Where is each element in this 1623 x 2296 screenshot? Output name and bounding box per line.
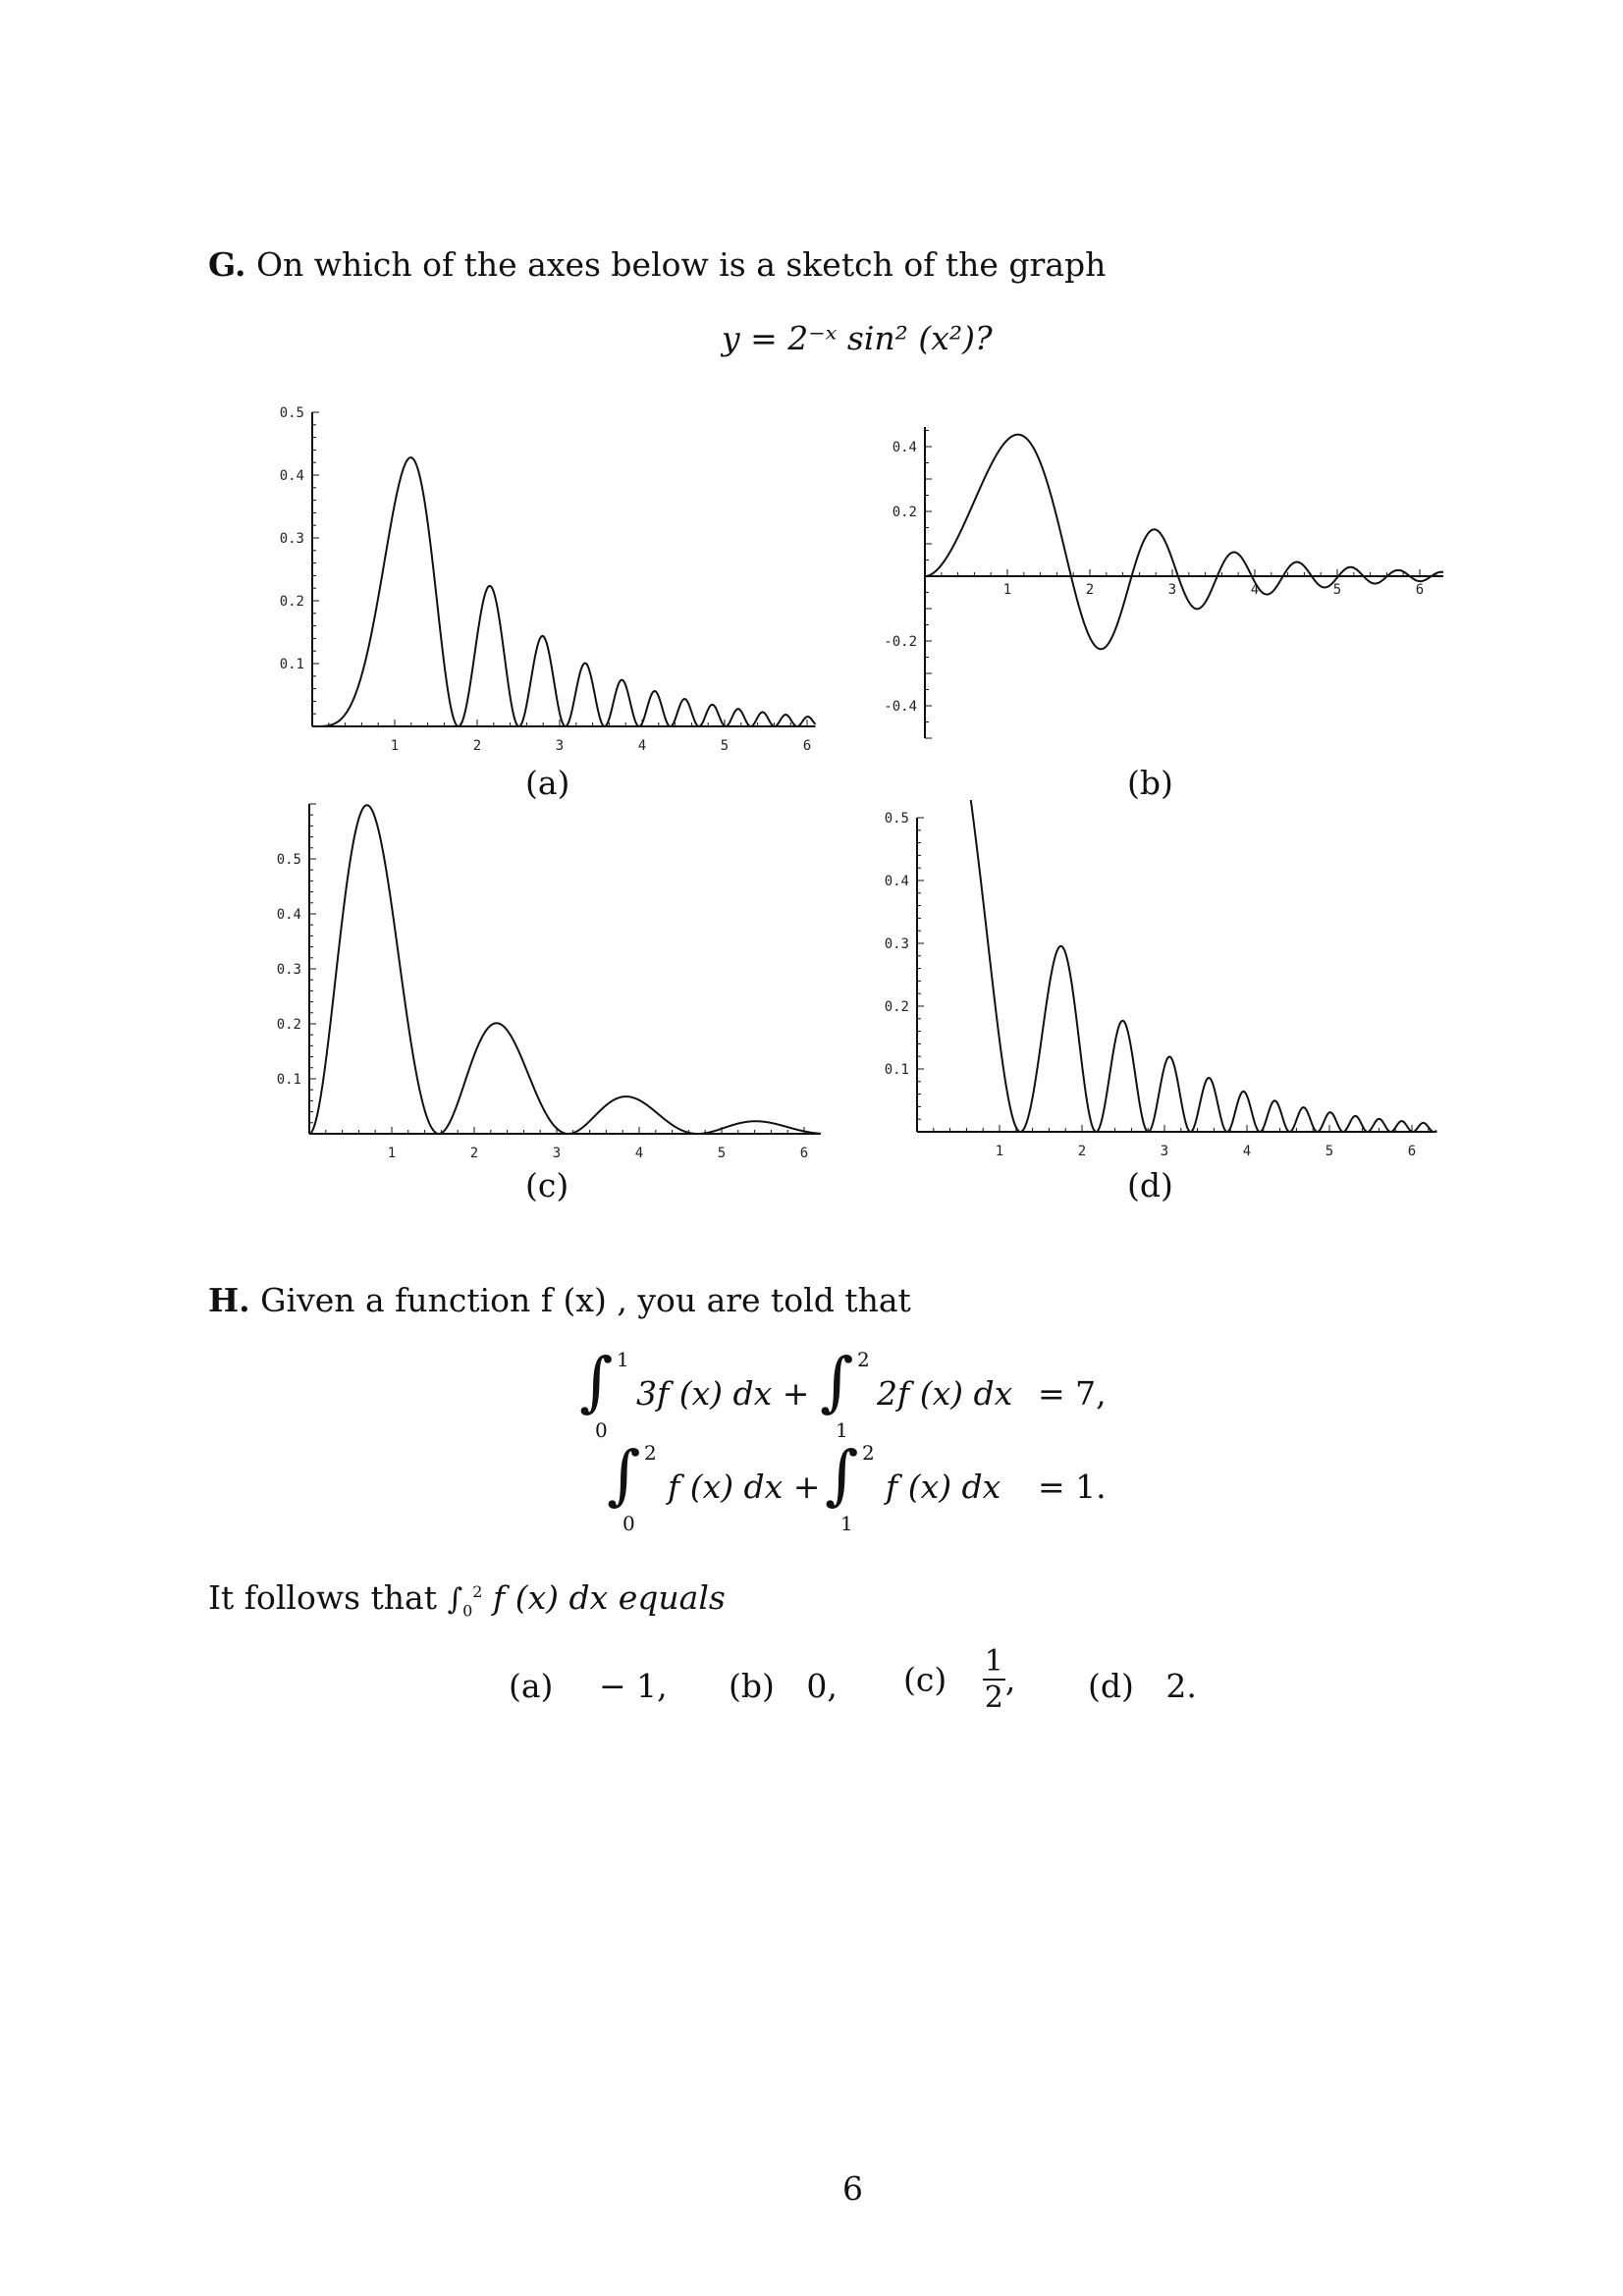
upper-limit: 2: [644, 1441, 657, 1465]
answer-c: [903, 1644, 1015, 1715]
answer-c-tail: ,: [1004, 1660, 1016, 1699]
x-tick-label: 2: [469, 1146, 479, 1161]
x-tick-label: 6: [1407, 1144, 1417, 1159]
question-h-stem: [208, 1281, 911, 1319]
eq2-term2: f (x) dx: [886, 1468, 1001, 1506]
follow-pre: It follows that: [208, 1578, 437, 1617]
y-tick-label: 0.2: [276, 1017, 301, 1033]
answer-d: [1088, 1667, 1197, 1705]
eq1-term2: 2f (x) dx: [877, 1374, 1013, 1413]
y-tick-label: 0.2: [892, 505, 917, 520]
eq1-rhs: = 7,: [1038, 1374, 1107, 1413]
page-number: 6: [842, 2169, 863, 2208]
chart-c: [241, 795, 830, 1168]
y-tick-label: 0.1: [279, 657, 304, 672]
eq1-term1: 3f (x) dx +: [636, 1374, 810, 1413]
upper-limit: 2: [862, 1441, 875, 1465]
answer-c-denominator: 2: [984, 1681, 1003, 1715]
y-tick-label: 0.4: [892, 440, 917, 455]
y-tick-label: 0.3: [279, 531, 304, 547]
x-tick-label: 6: [799, 1146, 809, 1161]
x-tick-label: 3: [1167, 582, 1177, 598]
lower-limit: 0: [622, 1512, 635, 1535]
x-tick-label: 5: [720, 738, 730, 754]
answer-a-label: (a): [509, 1667, 554, 1705]
answer-a: [509, 1667, 668, 1705]
x-tick-label: 3: [555, 738, 565, 754]
function-curve: [312, 457, 815, 726]
x-tick-label: 6: [1415, 582, 1425, 598]
y-tick-label: 0.2: [279, 594, 304, 610]
integral-sign: ∫: [607, 1437, 641, 1513]
x-tick-label: 2: [1077, 1144, 1087, 1159]
upper-limit: 2: [857, 1348, 870, 1371]
answer-a-value: − 1,: [598, 1667, 668, 1705]
question-g-equation: y = 2⁻ˣ sin² (x²)?: [722, 319, 993, 357]
y-tick-label: 0.5: [276, 852, 301, 868]
answer-d-label: (d): [1088, 1667, 1134, 1705]
x-tick-label: 2: [472, 738, 482, 754]
y-tick-label: 0.5: [279, 405, 304, 421]
answer-c-numerator: 1: [984, 1644, 1003, 1679]
x-tick-label: 1: [387, 1146, 397, 1161]
integral-sign: ∫: [825, 1437, 859, 1513]
eq2-term1: f (x) dx +: [668, 1468, 821, 1506]
y-tick-label: 0.3: [884, 936, 909, 952]
answer-b: [729, 1667, 838, 1705]
x-tick-label: 2: [1085, 582, 1095, 598]
inline-integral-sign: ∫: [447, 1582, 463, 1617]
chart-b: [854, 427, 1443, 741]
question-h-label: H.: [208, 1281, 250, 1319]
x-tick-label: 5: [1325, 1144, 1334, 1159]
answer-c-label: (c): [903, 1660, 947, 1699]
x-tick-label: 3: [552, 1146, 562, 1161]
chart-b-caption: (b): [1127, 764, 1173, 802]
x-tick-label: 5: [717, 1146, 727, 1161]
x-tick-label: 1: [1002, 582, 1012, 598]
x-tick-label: 1: [390, 738, 400, 754]
answer-b-value: 0,: [806, 1667, 838, 1705]
lower-limit: 0: [595, 1418, 608, 1442]
y-tick-label: 0.3: [276, 962, 301, 978]
x-tick-label: 1: [995, 1144, 1004, 1159]
y-tick-label: 0.4: [276, 907, 301, 923]
y-tick-label: 0.1: [276, 1072, 301, 1088]
x-tick-label: 4: [1242, 1144, 1252, 1159]
chart-d-caption: (d): [1127, 1166, 1173, 1204]
y-tick-label: 0.4: [884, 874, 909, 889]
integral-sign: ∫: [579, 1344, 614, 1419]
question-h-text: Given a function f (x) , you are told that: [260, 1281, 911, 1319]
function-curve: [917, 800, 1436, 1132]
integral-sign: ∫: [820, 1344, 854, 1419]
x-tick-label: 4: [1250, 582, 1260, 598]
answer-b-label: (b): [729, 1667, 775, 1705]
answer-d-value: 2.: [1165, 1667, 1197, 1705]
x-tick-label: 4: [637, 738, 647, 754]
chart-a-caption: (a): [525, 764, 570, 802]
function-curve: [925, 435, 1443, 650]
upper-limit: 1: [617, 1348, 629, 1371]
x-tick-label: 6: [802, 738, 812, 754]
y-tick-label: -0.2: [884, 634, 917, 650]
y-tick-label: 0.4: [279, 468, 304, 484]
question-g-stem: [208, 245, 1106, 284]
x-tick-label: 4: [634, 1146, 644, 1161]
y-tick-label: -0.4: [884, 699, 917, 715]
lower-limit: 1: [840, 1512, 853, 1535]
function-curve: [309, 805, 821, 1134]
chart-a: [245, 393, 835, 756]
chart-d: [854, 800, 1443, 1168]
chart-c-caption: (c): [525, 1166, 569, 1204]
y-tick-label: 0.2: [884, 999, 909, 1015]
question-h-follow: It follows that $\int_0^2$ f (x) dx equals: [208, 1578, 726, 1621]
eq2-rhs: = 1.: [1038, 1468, 1107, 1506]
y-tick-label: 0.1: [884, 1062, 909, 1078]
x-tick-label: 5: [1332, 582, 1342, 598]
x-tick-label: 3: [1160, 1144, 1169, 1159]
answer-c-fraction: [983, 1644, 1005, 1715]
question-g-label: G.: [208, 245, 246, 284]
follow-post: f (x) dx equals: [492, 1578, 726, 1617]
lower-limit: 1: [836, 1418, 848, 1442]
question-g-text: On which of the axes below is a sketch of the graph: [256, 245, 1107, 284]
y-tick-label: 0.5: [884, 811, 909, 827]
